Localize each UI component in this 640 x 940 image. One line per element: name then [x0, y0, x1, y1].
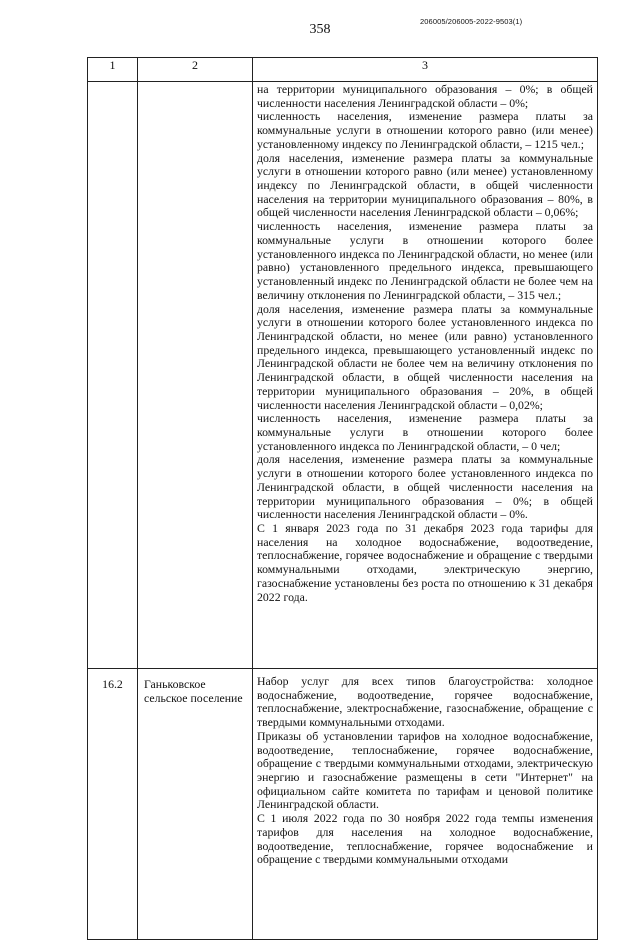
paragraph: Набор услуг для всех типов благоустройства: холодное водоснабжение, водоотведение, горячее водоснабжение, теплоснабжение, электроснабжение, газоснабжение, обращение с твердыми коммунальными отходами. — [257, 674, 593, 730]
row-content — [253, 82, 598, 669]
row-number — [88, 82, 138, 669]
municipality-name: Ганьковское сельское поселение — [138, 669, 253, 940]
paragraph: численность населения, изменение размера платы за коммунальные услуги в отношении которого более установленного индекса по Ленинградской области, но менее (или равно) установленного предельного индекса, превышающего установленный индекс по Ленинградской области не более чем на величину отклонения по Ленинградской области, – 315 чел.; — [257, 219, 593, 302]
table-header-row — [88, 58, 598, 82]
paragraph: Приказы об установлении тарифов на холодное водоснабжение, водоотведение, теплоснабжение, горячее водоснабжение, обращение с твердыми коммунальными отходами, электрическую энергию и газоснабжение размещены в сети "Интернет" на официальном сайте комитета по тарифам и ценовой политике Ленинградской области. — [257, 728, 593, 812]
document-table — [87, 57, 598, 940]
column-header-2: 2 — [138, 58, 253, 82]
column-header-3: 3 — [253, 58, 598, 82]
row-content — [253, 669, 598, 940]
municipality-name — [138, 82, 253, 669]
page-number: 358 — [309, 22, 331, 37]
row-number: 16.2 — [88, 669, 138, 940]
paragraph: С 1 января 2023 года по 31 декабря 2023 года тарифы для населения на холодное водоснабжение, водоотведение, теплоснабжение, горячее водоснабжение и обращение с твердыми коммунальными отходами, электрическую энергию, газоснабжение установлены без роста по отношению к 31 декабря 2022 года. — [257, 521, 593, 604]
paragraph: доля населения, изменение размера платы за коммунальные услуги в отношении которого равно (или менее) установленному индексу по Ленинградской области, в общей численности населения на территории муниципального образования – 80%, в общей численности населения Ленинградской области – 0,06%; — [257, 150, 593, 220]
paragraph: С 1 июля 2022 года по 30 ноября 2022 года темпы изменения тарифов для населения на холодное водоснабжение, водоотведение, теплоснабжение, горячее водоснабжение и обращение с твердыми коммунальными отходами — [257, 811, 593, 867]
document-id: 206005/206005-2022-9503(1) — [420, 17, 523, 26]
paragraph: доля населения, изменение размера платы за коммунальные услуги в отношении которого более установленного индекса по Ленинградской области, но менее (или равно) установленного предельного индекса, превышающего установленный индекс по Ленинградской области не более чем на величину отклонения по Ленинградской области, в общей численности населения на территории муниципального образования – 20%, в общей численности населения Ленинградской области – 0,02%; — [257, 301, 593, 412]
paragraph: на территории муниципального образования – 0%; в общей численности населения Ленинградской области – 0%; — [257, 82, 593, 110]
paragraph: численность населения, изменение размера платы за коммунальные услуги в отношении которого равно (или менее) установленному индексу по Ленинградской области, – 1215 чел.; — [257, 109, 593, 151]
paragraph: численность населения, изменение размера платы за коммунальные услуги в отношении которого более установленного индекса по Ленинградской области, – 0 чел; — [257, 411, 593, 453]
table-row — [88, 82, 598, 669]
paragraph: доля населения, изменение размера платы за коммунальные услуги в отношении которого более установленного индекса по Ленинградской области, в общей численности населения на территории муниципального образования – 0%; в общей численности населения Ленинградской области – 0%. — [257, 452, 593, 522]
column-header-1: 1 — [88, 58, 138, 82]
table-row — [88, 669, 598, 940]
